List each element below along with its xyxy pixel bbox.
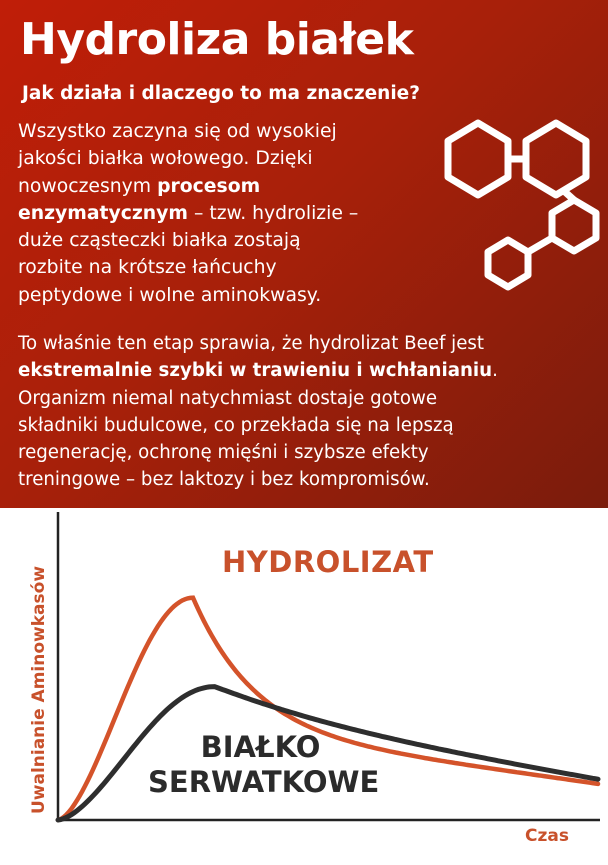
x-axis-label: Czas — [525, 826, 569, 846]
text-line: duże cząsteczki białka zostają — [18, 230, 301, 252]
text-line: treningowe – bez laktozy i bez kompromisów. — [18, 469, 430, 491]
text-line — [18, 173, 358, 200]
bold-text: enzymatycznym — [18, 202, 188, 224]
text-fragment: nowoczesnym — [18, 175, 158, 197]
text-line: jakości białka wołowego. Dzięki — [18, 148, 313, 170]
text-line: peptydowe i wolne aminokwasy. — [18, 284, 322, 306]
hexagon-molecule-icon — [420, 95, 608, 295]
text-line: To właśnie ten etap sprawia, że hydrolizat Beef jest — [18, 333, 484, 354]
series-label-whey — [148, 730, 380, 800]
intro-paragraph — [18, 118, 358, 309]
text-line: Organizm niemal natychmiast dostaje gotowe — [18, 387, 438, 409]
text-line — [18, 357, 498, 384]
page-subtitle: Jak działa i dlaczego to ma znaczenie? — [22, 83, 420, 104]
series-label-hydrolizat: HYDROLIZAT — [222, 545, 434, 579]
text-fragment: . — [492, 360, 498, 382]
text-fragment: – tzw. hydrolizie – — [188, 202, 359, 224]
text-line: składniki budulcowe, co przekłada się na lepszą — [18, 414, 454, 436]
bold-text: procesom — [157, 175, 261, 197]
series-label-line: BIAŁKO — [200, 730, 321, 764]
text-line: regenerację, ochronę mięśni i szybsze efekty — [18, 442, 429, 464]
text-line: rozbite na krótsze łańcuchy — [18, 257, 277, 279]
text-line: Wszystko zaczyna się od wysokiej — [18, 121, 337, 142]
y-axis-label: Uwalnianie Aminowkasów — [29, 565, 49, 815]
benefit-paragraph — [18, 330, 498, 494]
series-label-line: SERWATKOWE — [148, 765, 380, 799]
text-line — [18, 200, 358, 227]
bold-text: ekstremalnie szybki w trawieniu i wchłanianiu — [18, 360, 493, 382]
page-title: Hydroliza białek — [20, 14, 414, 65]
